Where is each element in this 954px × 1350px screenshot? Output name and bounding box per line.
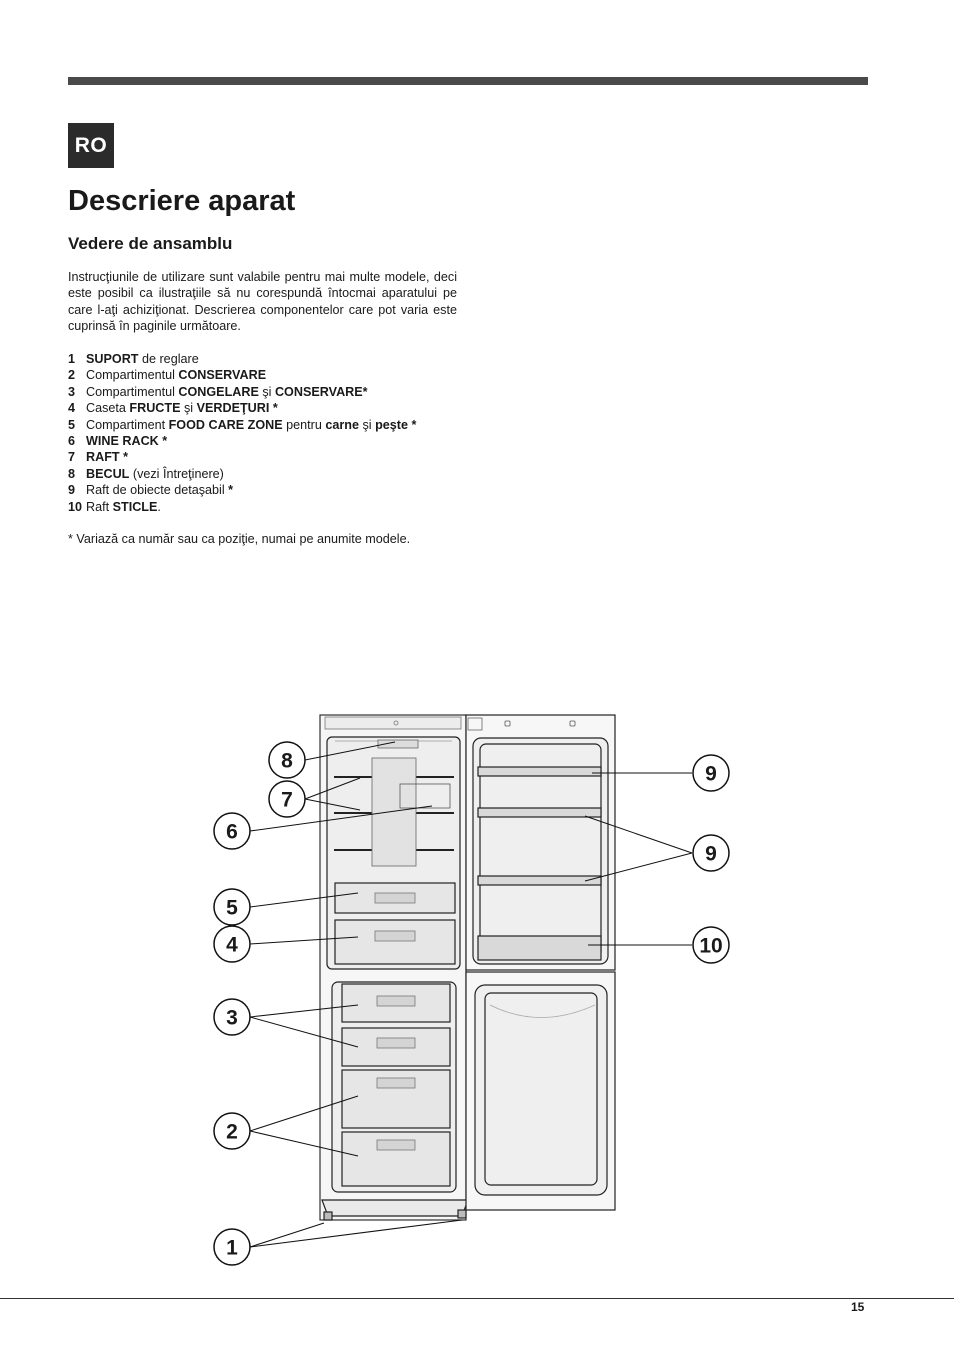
part-number: 3 — [68, 384, 76, 399]
part-text: STICLE — [112, 499, 158, 514]
part-text: Raft — [86, 499, 113, 514]
part-number: 1 — [68, 352, 76, 366]
page-number: 15 — [851, 1300, 865, 1314]
part-text: RAFT * — [86, 450, 128, 465]
callout-label: 10 — [699, 934, 723, 958]
part-text: FRUCTE — [129, 401, 181, 416]
part-text: WINE RACK * — [86, 434, 168, 449]
callout-label: 4 — [226, 933, 238, 957]
part-text: SUPORT — [86, 352, 139, 366]
callout-label: 1 — [226, 1236, 238, 1260]
bottle-shelf — [478, 936, 601, 960]
footer-rule — [0, 1298, 954, 1299]
part-text: şi — [180, 401, 197, 416]
parts-list — [68, 351, 416, 515]
intro-paragraph: Instrucţiunile de utilizare sunt valabile pentru mai multe modele, deci este posibil ca ilustraţiile să nu corespundă întocmai aparatului pe care l-aţi achiziţionat. Descrierea componentelor care pot varia este cuprinsă în paginile următoare. — [68, 270, 457, 334]
part-text: * — [228, 483, 234, 498]
part-text: CONSERVARE — [178, 368, 267, 383]
footnote: * Variază ca număr sau ca poziţie, numai pe anumite modele. — [68, 532, 411, 546]
fridge-diagram — [200, 700, 760, 1270]
wine-rack — [372, 758, 416, 866]
part-number: 10 — [68, 499, 83, 514]
part-item — [68, 400, 416, 416]
base-plinth — [322, 1200, 468, 1216]
part-text: . — [157, 499, 161, 514]
part-number: 5 — [68, 417, 76, 432]
part-number: 8 — [68, 466, 76, 481]
callout-label: 5 — [226, 896, 238, 920]
door-shelf — [478, 876, 601, 885]
part-text: (vezi Întreţinere) — [129, 466, 224, 481]
section-title: Vedere de ansamblu — [68, 234, 233, 253]
part-number: 9 — [68, 483, 76, 498]
part-number: 2 — [68, 368, 76, 383]
part-text: Compartimentul — [86, 368, 179, 383]
header-rule — [68, 77, 868, 85]
part-text: CONSERVARE* — [274, 384, 368, 399]
callout-label: 3 — [226, 1006, 238, 1030]
part-text: de reglare — [138, 352, 199, 366]
callout-label: 9 — [705, 762, 717, 786]
part-text: VERDEŢURI * — [196, 401, 278, 416]
part-text: BECUL — [86, 466, 130, 481]
part-item — [68, 417, 416, 433]
control-panel — [325, 717, 461, 729]
part-text: Raft de obiecte detaşabil — [86, 483, 229, 498]
fruit-drawer — [335, 920, 455, 964]
part-text: Compartiment — [86, 417, 169, 432]
part-item — [68, 367, 416, 383]
part-text: CONGELARE — [178, 384, 259, 399]
part-number: 7 — [68, 450, 76, 465]
part-text: FOOD CARE ZONE — [168, 417, 283, 432]
part-item — [68, 466, 416, 482]
door-shelf — [478, 767, 601, 776]
callout-label: 8 — [281, 749, 293, 773]
part-text: şi — [358, 417, 376, 432]
part-number: 6 — [68, 434, 76, 449]
part-text: pentru — [282, 417, 326, 432]
callout-label: 2 — [226, 1120, 238, 1144]
callout-label: 6 — [226, 820, 238, 844]
page-title: Descriere aparat — [68, 185, 296, 217]
language-badge: RO — [68, 123, 114, 168]
part-text: Caseta — [86, 401, 130, 416]
part-text: peşte * — [375, 417, 417, 432]
part-item — [68, 499, 416, 515]
callout-label: 9 — [705, 842, 717, 866]
part-text: carne — [325, 417, 359, 432]
adjustable-foot — [324, 1212, 332, 1220]
part-text: şi — [258, 384, 275, 399]
part-item — [68, 449, 416, 465]
adjustable-foot — [458, 1210, 466, 1218]
part-text: Compartimentul — [86, 384, 179, 399]
callout-label: 7 — [281, 788, 293, 812]
part-item — [68, 433, 416, 449]
part-item — [68, 482, 416, 498]
part-item — [68, 351, 416, 367]
door-shelf — [478, 808, 601, 817]
part-item — [68, 384, 416, 400]
part-number: 4 — [68, 401, 76, 416]
